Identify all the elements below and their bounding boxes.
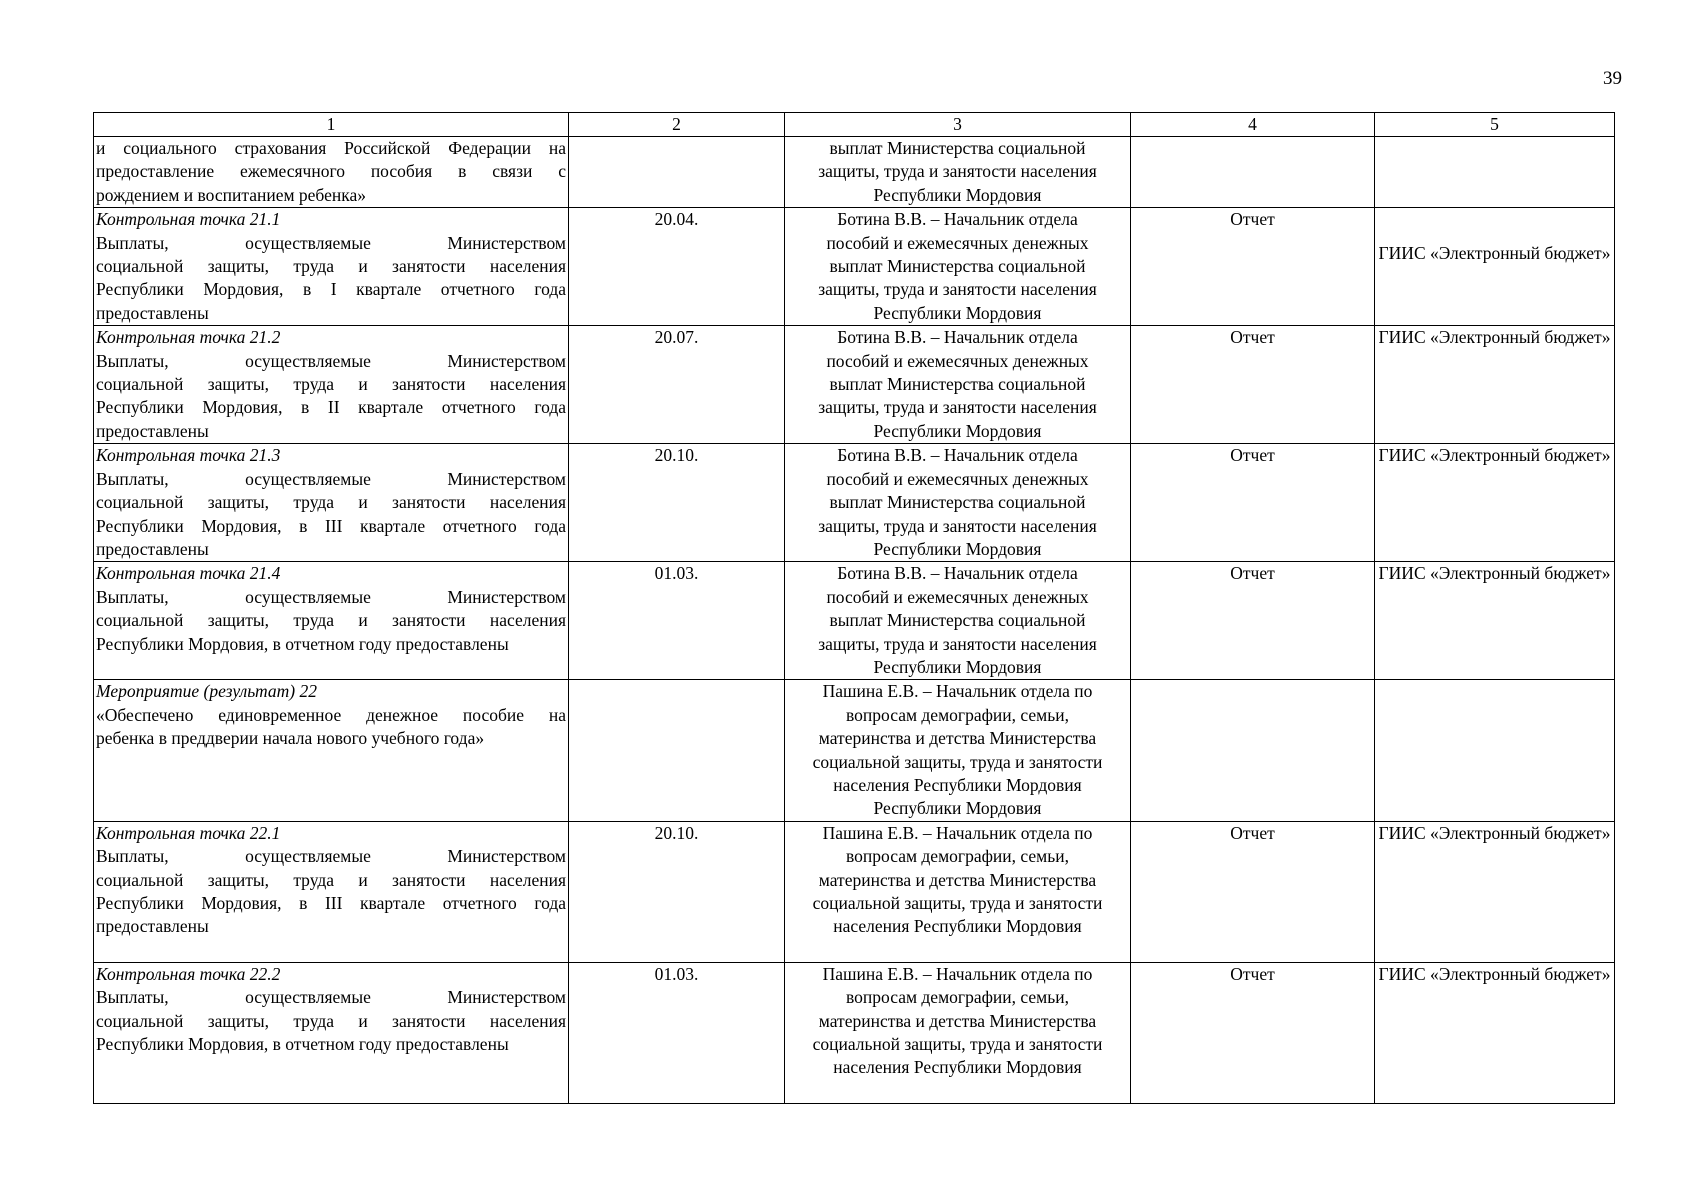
cell-document-type: Отчет — [1131, 562, 1375, 680]
responsible-line: Ботина В.В. – Начальник отдела — [837, 563, 1078, 584]
description-line: Выплаты, осуществляемые Министерством — [96, 586, 566, 607]
description-line: Республики Мордовия, в III квартале отчетного года — [96, 515, 566, 536]
responsible-line: Ботина В.В. – Начальник отдела — [837, 445, 1078, 466]
responsible-line: Пашина Е.В. – Начальник отдела по — [822, 963, 1093, 984]
cell-responsible — [785, 444, 1131, 562]
cell-date: 20.04. — [569, 208, 785, 326]
responsible-line: социальной защиты, труда и занятости — [812, 1034, 1103, 1054]
cell-responsible — [785, 326, 1131, 444]
responsible-line: защиты, труда и занятости населения — [818, 161, 1097, 182]
table-row — [94, 208, 1615, 326]
responsible-line: выплат Министерства социальной — [829, 492, 1086, 513]
description-line: социальной защиты, труда и занятости населения — [96, 492, 566, 513]
page-number: 39 — [1603, 68, 1622, 89]
description-line: социальной защиты, труда и занятости населения — [96, 610, 566, 631]
table-row — [94, 326, 1615, 444]
table-body — [94, 137, 1615, 1104]
description-line: социальной защиты, труда и занятости населения — [96, 1010, 566, 1031]
plan-table — [93, 112, 1615, 1104]
cell-information-system: ГИИС «Электронный бюджет» — [1375, 444, 1615, 562]
table-row — [94, 680, 1615, 821]
description-line: социальной защиты, труда и занятости населения — [96, 256, 566, 277]
cell-document-type — [1131, 137, 1375, 208]
responsible-line: материнства и детства Министерства — [818, 728, 1097, 749]
cell-document-type: Отчет — [1131, 821, 1375, 962]
cell-description — [94, 680, 569, 821]
responsible-line: вопросам демографии, семьи, — [846, 704, 1069, 725]
row-title: Контрольная точка 21.4 — [96, 563, 281, 584]
responsible-line: вопросам демографии, семьи, — [846, 987, 1069, 1008]
cell-responsible — [785, 208, 1131, 326]
cell-responsible — [785, 821, 1131, 962]
responsible-line: пособий и ежемесячных денежных — [826, 468, 1089, 489]
row-title: Контрольная точка 22.1 — [96, 822, 281, 843]
responsible-line: Республики Мордовия — [873, 798, 1042, 819]
cell-date — [569, 680, 785, 821]
responsible-line: социальной защиты, труда и занятости — [812, 893, 1103, 913]
description-line: предоставлены — [96, 420, 209, 441]
description-line: Республики Мордовия, в II квартале отчетного года — [96, 397, 566, 418]
row-title: Контрольная точка 21.2 — [96, 327, 281, 348]
description-line: Выплаты, осуществляемые Министерством — [96, 232, 566, 253]
description-line: Выплаты, осуществляемые Министерством — [96, 468, 566, 489]
row-title: Контрольная точка 21.3 — [96, 445, 281, 466]
responsible-line: вопросам демографии, семьи, — [846, 846, 1069, 867]
cell-document-type: Отчет — [1131, 962, 1375, 1103]
cell-information-system: ГИИС «Электронный бюджет» — [1375, 821, 1615, 962]
responsible-line: выплат Министерства социальной — [829, 374, 1086, 395]
cell-date: 01.03. — [569, 962, 785, 1103]
cell-document-type: Отчет — [1131, 326, 1375, 444]
cell-information-system — [1375, 680, 1615, 821]
responsible-line: защиты, труда и занятости населения — [818, 515, 1097, 536]
responsible-line: Республики Мордовия — [873, 420, 1042, 441]
table-row — [94, 562, 1615, 680]
description-line: Выплаты, осуществляемые Министерством — [96, 350, 566, 371]
responsible-line: пособий и ежемесячных денежных — [826, 350, 1089, 371]
header-col-3: 3 — [785, 113, 1131, 137]
description-line: и социального страхования Российской Федерации на — [96, 138, 566, 158]
responsible-line: выплат Министерства социальной — [829, 256, 1086, 277]
responsible-line: Республики Мордовия — [873, 184, 1042, 205]
table-row — [94, 137, 1615, 208]
cell-date: 01.03. — [569, 562, 785, 680]
description-line: предоставлены — [96, 538, 209, 559]
description-line: Республики Мордовия, в отчетном году предоставлены — [96, 633, 509, 654]
responsible-line: социальной защиты, труда и занятости — [812, 751, 1103, 772]
description-line: Республики Мордовия, в III квартале отчетного года — [96, 893, 566, 913]
description-line: Республики Мордовия, в отчетном году предоставлены — [96, 1034, 509, 1054]
cell-information-system — [1375, 137, 1615, 208]
row-title: Мероприятие (результат) 22 — [96, 681, 317, 702]
responsible-line: населения Республики Мордовия — [833, 1057, 1082, 1078]
description-line: «Обеспечено единовременное денежное пособие на — [96, 704, 566, 725]
cell-information-system: ГИИС «Электронный бюджет» — [1375, 326, 1615, 444]
table-row — [94, 444, 1615, 562]
description-line: социальной защиты, труда и занятости населения — [96, 374, 566, 395]
cell-document-type: Отчет — [1131, 208, 1375, 326]
cell-description — [94, 562, 569, 680]
cell-description — [94, 137, 569, 208]
responsible-line: Республики Мордовия — [873, 656, 1042, 677]
description-line: социальной защиты, труда и занятости населения — [96, 869, 566, 890]
cell-date: 20.10. — [569, 821, 785, 962]
header-col-2: 2 — [569, 113, 785, 137]
row-title: Контрольная точка 22.2 — [96, 963, 281, 984]
responsible-line: Пашина Е.В. – Начальник отдела по — [822, 681, 1093, 702]
cell-date — [569, 137, 785, 208]
description-line: предоставление ежемесячного пособия в связи с — [96, 161, 566, 182]
responsible-line: выплат Министерства социальной — [829, 138, 1086, 158]
header-col-5: 5 — [1375, 113, 1615, 137]
cell-information-system: ГИИС «Электронный бюджет» — [1375, 562, 1615, 680]
responsible-line: выплат Министерства социальной — [829, 610, 1086, 631]
description-line: Республики Мордовия, в I квартале отчетного года — [96, 279, 566, 300]
description-line: предоставлены — [96, 302, 209, 323]
description-line: предоставлены — [96, 916, 209, 937]
cell-responsible — [785, 562, 1131, 680]
responsible-line: защиты, труда и занятости населения — [818, 633, 1097, 654]
responsible-line: Ботина В.В. – Начальник отдела — [837, 209, 1078, 230]
responsible-line: населения Республики Мордовия — [833, 774, 1082, 795]
description-line: Выплаты, осуществляемые Министерством — [96, 987, 566, 1008]
description-line: ребенка в преддверии начала нового учебного года» — [96, 728, 485, 749]
cell-description — [94, 326, 569, 444]
responsible-line: Республики Мордовия — [873, 538, 1042, 559]
cell-responsible — [785, 962, 1131, 1103]
header-col-4: 4 — [1131, 113, 1375, 137]
description-line: Выплаты, осуществляемые Министерством — [96, 846, 566, 867]
responsible-line: Пашина Е.В. – Начальник отдела по — [822, 822, 1093, 843]
responsible-line: Республики Мордовия — [873, 302, 1042, 323]
cell-date: 20.07. — [569, 326, 785, 444]
header-col-1: 1 — [94, 113, 569, 137]
cell-document-type: Отчет — [1131, 444, 1375, 562]
cell-information-system: ГИИС «Электронный бюджет» — [1375, 208, 1615, 326]
responsible-line: материнства и детства Министерства — [818, 869, 1097, 890]
table-row — [94, 821, 1615, 962]
responsible-line: пособий и ежемесячных денежных — [826, 232, 1089, 253]
cell-document-type — [1131, 680, 1375, 821]
cell-information-system: ГИИС «Электронный бюджет» — [1375, 962, 1615, 1103]
responsible-line: населения Республики Мордовия — [833, 916, 1082, 937]
cell-description — [94, 208, 569, 326]
responsible-line: Ботина В.В. – Начальник отдела — [837, 327, 1078, 348]
responsible-line: защиты, труда и занятости населения — [818, 279, 1097, 300]
table-row — [94, 962, 1615, 1103]
cell-description — [94, 821, 569, 962]
responsible-line: пособий и ежемесячных денежных — [826, 586, 1089, 607]
responsible-line: материнства и детства Министерства — [818, 1010, 1097, 1031]
cell-responsible — [785, 137, 1131, 208]
description-line: рождением и воспитанием ребенка» — [96, 184, 366, 205]
cell-description — [94, 444, 569, 562]
row-title: Контрольная точка 21.1 — [96, 209, 281, 230]
cell-date: 20.10. — [569, 444, 785, 562]
responsible-line: защиты, труда и занятости населения — [818, 397, 1097, 418]
cell-responsible — [785, 680, 1131, 821]
cell-description — [94, 962, 569, 1103]
header-row — [94, 113, 1615, 137]
